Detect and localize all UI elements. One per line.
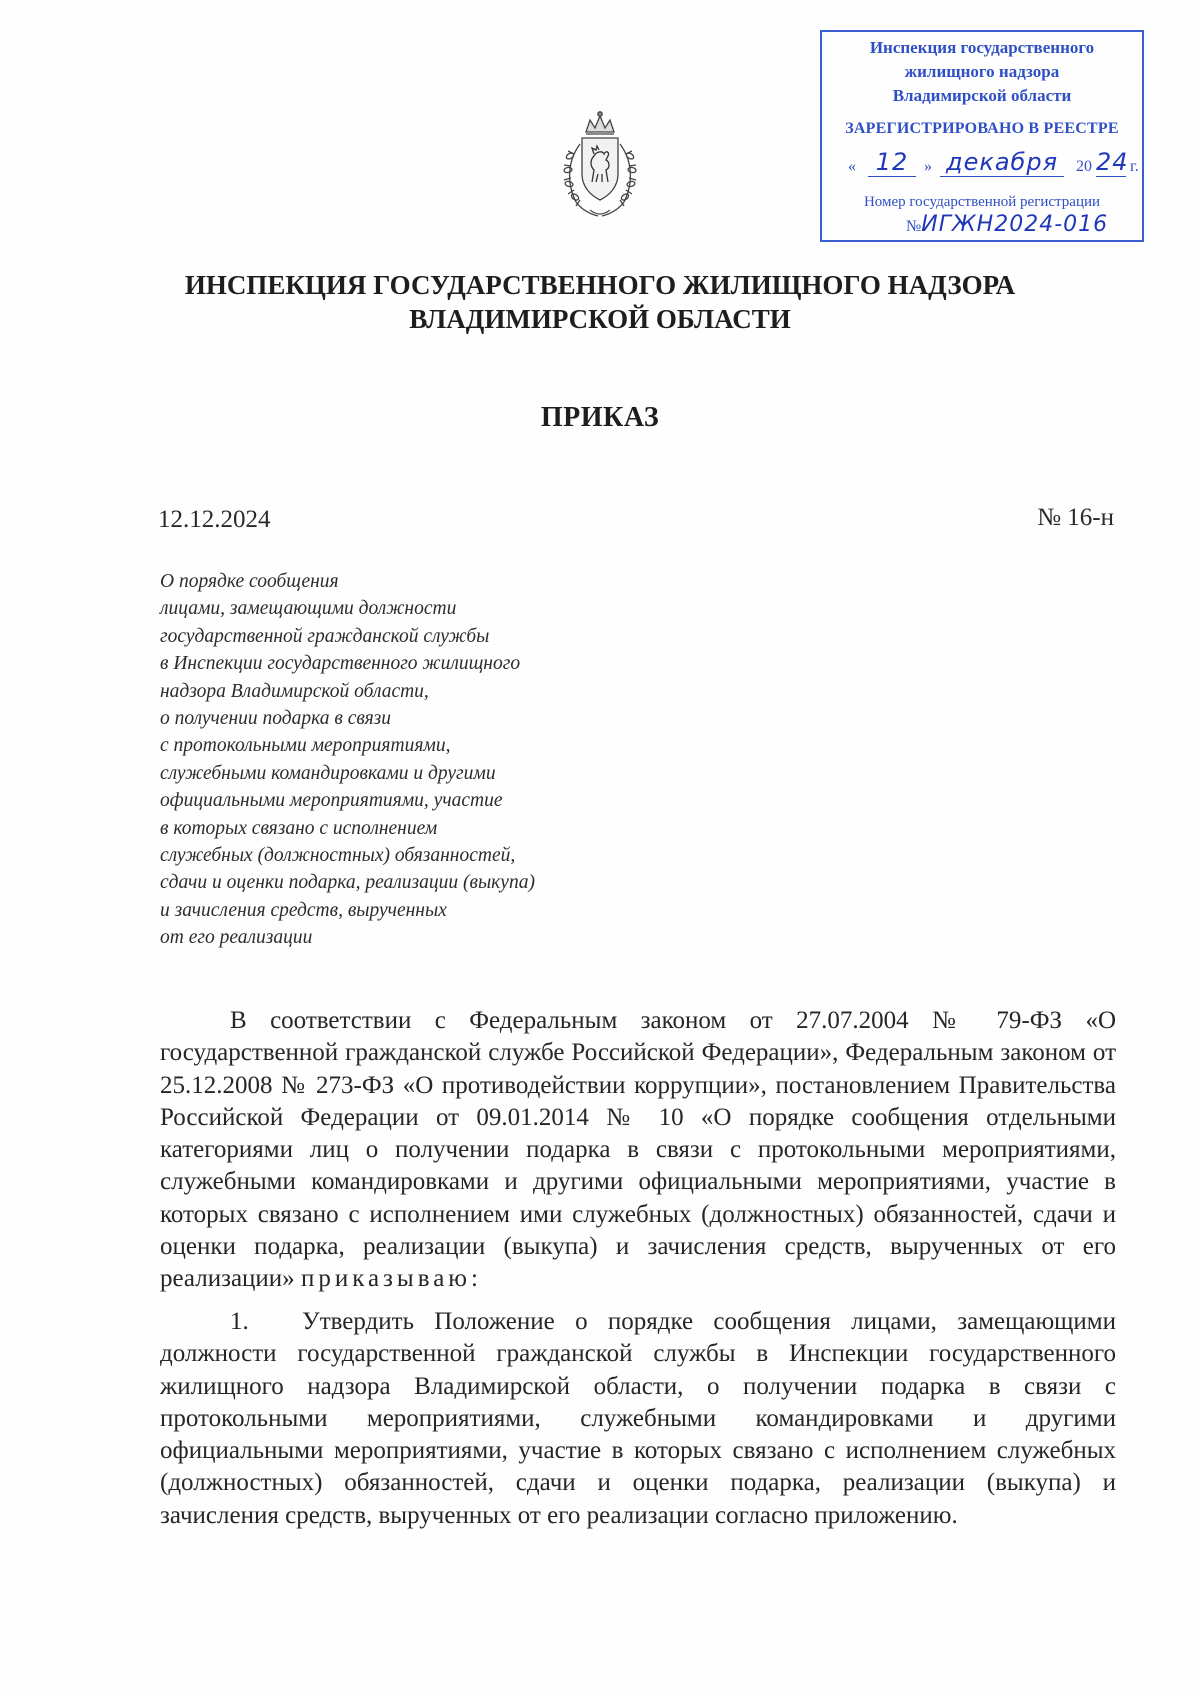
stamp-year-unit: г. [1130,158,1139,175]
subject-line: служебных (должностных) обязанностей, [160,845,516,867]
stamp-month-handwritten: декабря [940,148,1064,177]
subject-line: официальными мероприятиями, участие [160,790,503,812]
stamp-reg-number-line [906,212,1108,237]
subject-line: с протокольными мероприятиями, [160,735,451,757]
order-word: приказываю: [300,1265,482,1293]
item-1-number: 1. [230,1308,249,1335]
stamp-reg-number-label: Номер государственной регистрации [863,194,1101,210]
stamp-date-line [840,148,1139,184]
stamp-organization [822,36,1142,108]
subject-line: служебными командировками и другими [160,762,496,784]
subject-line: надзора Владимирской области, [160,680,429,702]
stamp-year-prefix: 20 [1076,158,1092,175]
subject-line: в которых связано с исполнением [160,817,438,839]
subject-line: лицами, замещающими должности [160,598,457,620]
subject-line: О порядке сообщения [160,571,339,592]
stamp-quote-open: « [848,158,856,175]
stamp-registered-label: ЗАРЕГИСТРИРОВАНО В РЕЕСТРЕ [845,120,1119,137]
vladimir-coat-of-arms-icon [560,110,640,220]
subject-line: государственной гражданской службы [160,625,490,647]
subject-line: и зачисления средств, вырученных [160,899,447,921]
stamp-quote-close: » [924,158,932,175]
stamp-year-handwritten: 24 [1096,148,1129,176]
document-date: 12.12.2024 [158,506,271,533]
stamp-number-sign: № [906,218,922,235]
organization-heading-line: ИНСПЕКЦИЯ ГОСУДАРСТВЕННОГО ЖИЛИЩНОГО НАДЗОРА [184,270,1016,300]
stamp-org-line: жилищного надзора [904,62,1060,81]
document-subject [160,568,680,952]
subject-line: сдачи и оценки подарка, реализации (выкупа) [160,872,535,894]
subject-line: о получении подарка в связи [160,708,392,730]
organization-heading [0,268,1200,336]
preamble-text: В соответствии с Федеральным законом от 27.07.2004 № 79-ФЗ «О государственной гражданской службе Российской Федерации», Федеральным законом от 25.12.2008 № 273-ФЗ «О противодействии коррупции», постановлением Правительства Российской Федерации от 09.01.2014 № 10 «О порядке сообщения отдельными категориями лиц о получении подарка в связи с протокольными мероприятиями, служебными командировками и другими официальными мероприятиями, участие в которых связано с исполнением ими служебных (должностных) обязанностей, сдачи и оценки подарка, реализации (выкупа) и зачисления средств, вырученных от его реализации» [160,1007,1116,1293]
stamp-reg-number-handwritten: ИГЖН2024-016 [921,212,1109,237]
stamp-day-handwritten: 12 [868,148,916,177]
preamble-paragraph [160,1005,1116,1296]
item-1-paragraph [160,1306,1116,1532]
organization-heading-line: ВЛАДИМИРСКОЙ ОБЛАСТИ [409,304,791,334]
document-number: № 16-н [1037,504,1114,531]
registration-stamp [820,30,1144,242]
stamp-org-line: Инспекция государственного [869,38,1095,57]
document-type-title: ПРИКАЗ [540,402,660,433]
subject-line: в Инспекции государственного жилищного [160,653,521,675]
stamp-org-line: Владимирской области [892,86,1072,105]
subject-line: от его реализации [160,927,313,949]
item-1-text: Утвердить Положение о порядке сообщения лицами, замещающими должности государственной гражданской службы в Инспекции государственного жилищного надзора Владимирской области, о получении подарка в связи с протокольными мероприятиями, служебными командировками и другими официальными мероприятиями, участие в которых связано с исполнением служебных (должностных) обязанностей, сдачи и оценки подарка, реализации (выкупа) и зачисления средств, вырученных от его реализации согласно приложению. [160,1308,1116,1529]
